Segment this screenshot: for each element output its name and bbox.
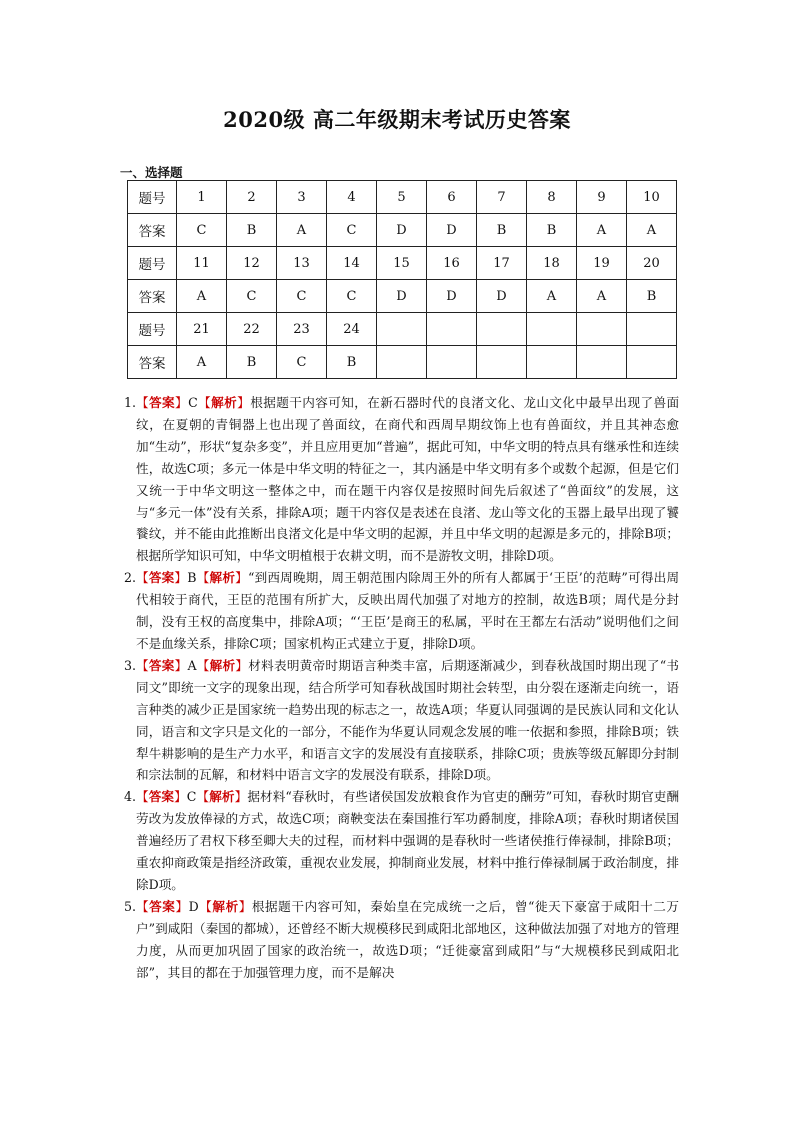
answer-choice: C — [186, 789, 197, 805]
answer-cell: C — [327, 214, 377, 247]
question-number-cell: 13 — [277, 247, 327, 280]
answer-cell: C — [277, 346, 327, 379]
question-number-cell: 10 — [627, 181, 677, 214]
empty-cell — [477, 313, 527, 346]
question-number-cell: 11 — [177, 247, 227, 280]
question-number-cell: 16 — [427, 247, 477, 280]
question-number-cell: 7 — [477, 181, 527, 214]
answer-tag: 答案 — [148, 570, 175, 586]
analysis-tag: 解析 — [209, 789, 235, 805]
answer-cell: B — [477, 214, 527, 247]
question-number-cell: 19 — [577, 247, 627, 280]
explanation-item: 1. 【答案】C【解析】根据题干内容可知，在新石器时代的良渚文化、龙山文化中最早出现了兽面纹，在夏朝的青铜器上也出现了兽面纹，在商代和西周早期纹饰上也有兽面纹，并且其神态愈加“生动”，形状“复杂多变”，并且应用更加“普遍”，据此可知，中华文明的特点具有继承性和连续性，故选C项；多元一体是中华文明的特征之一，其内涵是中华文明有多个或数个起源，但是它们又统一于中华文明这一整体之中，而在题干内容仅是按照时间先后叙述了“兽面纹”的发展，这与“多元一体”没有关系，排除A项；题干内容仅是表述在良渚、龙山等文化的玉器上最早出现了饕餮纹，并不能由此推断出良渚文化是中华文明的起源，并且中华文明的起源是多元的，排除B项；根据所学知识可知，中华文明植根于农耕文明，而不是游牧文明，排除D项。 — [124, 392, 679, 567]
empty-cell — [527, 346, 577, 379]
row-header-cell: 答案 — [128, 280, 177, 313]
answer-cell: A — [577, 280, 627, 313]
answer-cell: C — [327, 280, 377, 313]
question-number-cell: 14 — [327, 247, 377, 280]
answer-cell: A — [177, 346, 227, 379]
answer-cell: C — [177, 214, 227, 247]
answer-cell: A — [177, 280, 227, 313]
empty-cell — [577, 313, 627, 346]
answer-choice: A — [187, 657, 197, 673]
explanation-item: 5. 【答案】D【解析】根据题干内容可知，秦始皇在完成统一之后，曾“徙天下豪富于咸阳十二万户”到咸阳（秦国的都城），还曾经不断大规模移民到咸阳北部地区，这种做法加强了对地方的管理力度，从而更加巩固了国家的政治统一，故选D项；“迁徙豪富到咸阳”与“大规模移民到咸阳北部”，其目的都在于加强管理力度，而不是解决 — [124, 896, 679, 984]
question-number-cell: 12 — [227, 247, 277, 280]
question-number-cell: 22 — [227, 313, 277, 346]
row-header-cell: 答案 — [128, 346, 177, 379]
item-number: 5. — [124, 898, 137, 914]
analysis-tag: 解析 — [209, 570, 236, 586]
question-number-cell: 5 — [377, 181, 427, 214]
question-number-cell: 1 — [177, 181, 227, 214]
answer-cell: D — [377, 280, 427, 313]
answer-choice: C — [188, 395, 198, 410]
question-number-cell: 6 — [427, 181, 477, 214]
page-title: 2020级 高二年级期末考试历史答案 — [223, 107, 571, 132]
explanation-text: “到西周晚期，周王朝范围内除周王外的所有人都属于‘王臣’的范畴”可得出周代相较于商代，王臣的范围有所扩大，反映出周代加强了对地方的控制，故选B项；周代是分封制，没有王权的高度集中，排除A项；“‘王臣’是商王的私属，平时在王都左右活动”说明他们之间不是血缘关系，排除C项；国家机构正式建立于夏，排除D项。 — [136, 570, 680, 651]
answer-cell: D — [477, 280, 527, 313]
empty-cell — [627, 313, 677, 346]
table-row — [128, 280, 677, 313]
analysis-tag: 解析 — [211, 395, 238, 410]
answer-choice: B — [187, 570, 197, 586]
explanation-text: 根据题干内容可知，在新石器时代的良渚文化、龙山文化中最早出现了兽面纹，在夏朝的青铜器上也出现了兽面纹，在商代和西周早期纹饰上也有兽面纹，并且其神态愈加“生动”，形状“复杂多变”，并且应用更加“普遍”，据此可知，中华文明的特点具有继承性和连续性，故选C项；多元一体是中华文明的特征之一，其内涵是中华文明有多个或数个起源，但是它们又统一于中华文明这一整体之中，而在题干内容仅是按照时间先后叙述了“兽面纹”的发展，这与“多元一体”没有关系，排除A项；题干内容仅是表述在良渚、龙山等文化的玉器上最早出现了饕餮纹，并不能由此推断出良渚文化是中华文明的起源，并且中华文明的起源是多元的，排除B项；根据所学知识可知，中华文明植根于农耕文明，而不是游牧文明，排除D项。 — [136, 395, 680, 564]
answer-cell: C — [277, 280, 327, 313]
row-header-cell: 题号 — [128, 181, 177, 214]
item-number: 4. — [124, 789, 137, 805]
question-number-cell: 17 — [477, 247, 527, 280]
answer-choice: D — [188, 898, 199, 914]
explanation-list — [124, 392, 679, 983]
question-number-cell: 8 — [527, 181, 577, 214]
answer-cell: B — [527, 214, 577, 247]
answer-cell: B — [227, 214, 277, 247]
empty-cell — [577, 346, 627, 379]
answer-table — [127, 180, 677, 379]
question-number-cell: 21 — [177, 313, 227, 346]
empty-cell — [377, 313, 427, 346]
answer-cell: D — [427, 214, 477, 247]
table-row — [128, 214, 677, 247]
explanation-text: 据材料“春秋时，有些诸侯国发放粮食作为官吏的酬劳”可知，春秋时期官吏酬劳改为发放俸禄的方式，故选C项；商鞅变法在秦国推行军功爵制度，排除A项；春秋时期诸侯国普遍经历了君权下移至卿大夫的过程，而材料中强调的是春秋时一些诸侯推行俸禄制，排除B项；重农抑商政策是指经济政策，重视农业发展，抑制商业发展，材料中推行俸禄制属于政治制度，排除D项。 — [136, 789, 680, 892]
analysis-tag: 解析 — [212, 898, 239, 914]
empty-cell — [377, 346, 427, 379]
question-number-cell: 4 — [327, 181, 377, 214]
answer-cell: B — [327, 346, 377, 379]
answer-cell: A — [577, 214, 627, 247]
item-number: 3. — [124, 657, 137, 673]
question-number-cell: 20 — [627, 247, 677, 280]
table-row — [128, 181, 677, 214]
analysis-tag: 解析 — [209, 657, 236, 673]
answer-cell: A — [627, 214, 677, 247]
explanation-item: 2. 【答案】B【解析】“到西周晚期，周王朝范围内除周王外的所有人都属于‘王臣’的范畴”可得出周代相较于商代，王臣的范围有所扩大，反映出周代加强了对地方的控制，故选B项；周代是分封制，没有王权的高度集中，排除A项；“‘王臣’是商王的私属，平时在王都左右活动”说明他们之间不是血缘关系，排除C项；国家机构正式建立于夏，排除D项。 — [124, 567, 679, 655]
question-number-cell: 24 — [327, 313, 377, 346]
answer-cell: D — [377, 214, 427, 247]
answer-tag: 答案 — [149, 898, 176, 914]
explanation-text: 根据题干内容可知，秦始皇在完成统一之后，曾“徙天下豪富于咸阳十二万户”到咸阳（秦国的都城），还曾经不断大规模移民到咸阳北部地区，这种做法加强了对地方的管理力度，从而更加巩固了国家的政治统一，故选D项；“迁徙豪富到咸阳”与“大规模移民到咸阳北部”，其目的都在于加强管理力度，而不是解决 — [136, 898, 680, 980]
row-header-cell: 题号 — [128, 313, 177, 346]
answer-cell: A — [527, 280, 577, 313]
table-row — [128, 247, 677, 280]
question-number-cell: 3 — [277, 181, 327, 214]
item-number: 2. — [124, 570, 137, 586]
explanation-text: 材料表明黄帝时期语言种类丰富，后期逐渐减少，到春秋战国时期出现了“书同文”即统一文字的现象出现，结合所学可知春秋战国时期社会转型，由分裂在逐渐走向统一，语言种类的减少正是国家统一趋势出现的标志之一，故选A项；华夏认同强调的是民族认同和文化认同，语言和文字只是文化的一部分，不能作为华夏认同观念发展的唯一依据和参照，排除B项；铁犁牛耕影响的是生产力水平，和语言文字的发展没有直接联系，排除C项；贵族等级瓦解即分封制和宗法制的瓦解，和材料中语言文字的发展没有联系，排除D项。 — [136, 657, 679, 783]
empty-cell — [477, 346, 527, 379]
item-number: 1. — [124, 395, 137, 410]
question-number-cell: 15 — [377, 247, 427, 280]
answer-cell: A — [277, 214, 327, 247]
answer-tag: 答案 — [148, 657, 175, 673]
explanation-item: 3. 【答案】A【解析】材料表明黄帝时期语言种类丰富，后期逐渐减少，到春秋战国时期出现了“书同文”即统一文字的现象出现，结合所学可知春秋战国时期社会转型，由分裂在逐渐走向统一，语言种类的减少正是国家统一趋势出现的标志之一，故选A项；华夏认同强调的是民族认同和文化认同，语言和文字只是文化的一部分，不能作为华夏认同观念发展的唯一依据和参照，排除B项；铁犁牛耕影响的是生产力水平，和语言文字的发展没有直接联系，排除C项；贵族等级瓦解即分封制和宗法制的瓦解，和材料中语言文字的发展没有联系，排除D项。 — [124, 655, 679, 786]
explanation-item: 4. 【答案】C【解析】据材料“春秋时，有些诸侯国发放粮食作为官吏的酬劳”可知，春秋时期官吏酬劳改为发放俸禄的方式，故选C项；商鞅变法在秦国推行军功爵制度，排除A项；春秋时期诸侯国普遍经历了君权下移至卿大夫的过程，而材料中强调的是春秋时一些诸侯推行俸禄制，排除B项；重农抑商政策是指经济政策，重视农业发展，抑制商业发展，材料中推行俸禄制属于政治制度，排除D项。 — [124, 786, 679, 896]
section-heading: 一、选择题 — [120, 165, 183, 180]
question-number-cell: 2 — [227, 181, 277, 214]
table-row — [128, 313, 677, 346]
empty-cell — [527, 313, 577, 346]
question-number-cell: 23 — [277, 313, 327, 346]
answer-cell: B — [627, 280, 677, 313]
row-header-cell: 题号 — [128, 247, 177, 280]
row-header-cell: 答案 — [128, 214, 177, 247]
question-number-cell: 9 — [577, 181, 627, 214]
empty-cell — [427, 346, 477, 379]
answer-cell: B — [227, 346, 277, 379]
answer-cell: C — [227, 280, 277, 313]
answer-cell: D — [427, 280, 477, 313]
table-row — [128, 346, 677, 379]
answer-tag: 答案 — [149, 395, 176, 410]
question-number-cell: 18 — [527, 247, 577, 280]
answer-tag: 答案 — [148, 789, 175, 805]
empty-cell — [627, 346, 677, 379]
empty-cell — [427, 313, 477, 346]
